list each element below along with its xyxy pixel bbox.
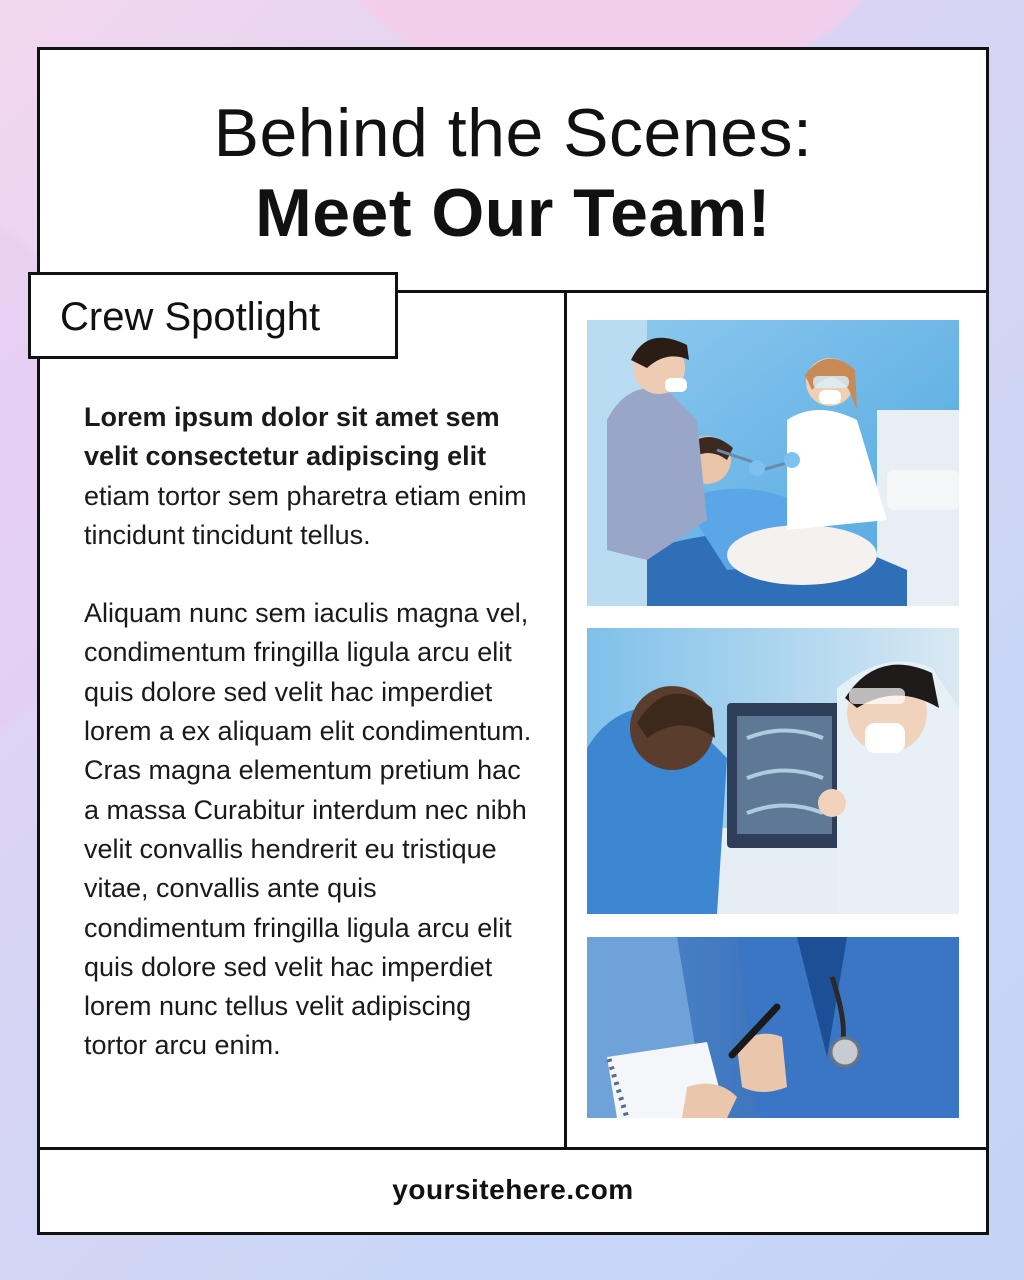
lead-bold-text: Lorem ipsum dolor sit amet sem velit consectetur adipiscing elit [84,402,500,472]
footer-website-link[interactable]: yoursitehere.com [392,1174,634,1205]
footer-bar [40,1147,986,1235]
section-label: Crew Spotlight [60,295,321,339]
title-box [40,50,986,293]
lead-paragraph [84,398,534,555]
dentist-reviewing-xray-photo [587,628,959,914]
title-line-2: Meet Our Team! [255,175,771,251]
paragraph-2: Aliquam nunc sem iaculis magna vel, condimentum fringilla ligula arcu elit quis dolore sed velit hac imperdiet lorem a ex aliquam elit condimentum. [84,598,532,747]
title-line-1: Behind the Scenes: [213,95,813,171]
section-label-box [28,272,398,359]
body-text [84,398,534,1066]
paragraph-3: Cras magna elementum pretium hac a massa Curabitur interdum nec nibh velit convallis hendrerit eu tristique vitae, convallis ante quis condimentum fringilla ligula arcu elit quis dolore sed velit hac imperdiet lorem nunc tellus velit adipiscing tortor arcu enim. [84,755,527,1061]
dentists-treating-patient-photo [587,320,959,606]
column-divider [564,293,567,1147]
lead-rest-text: etiam tortor sem pharetra etiam enim tincidunt tincidunt tellus. [84,480,527,550]
nurse-writing-notes-photo [587,937,959,1118]
